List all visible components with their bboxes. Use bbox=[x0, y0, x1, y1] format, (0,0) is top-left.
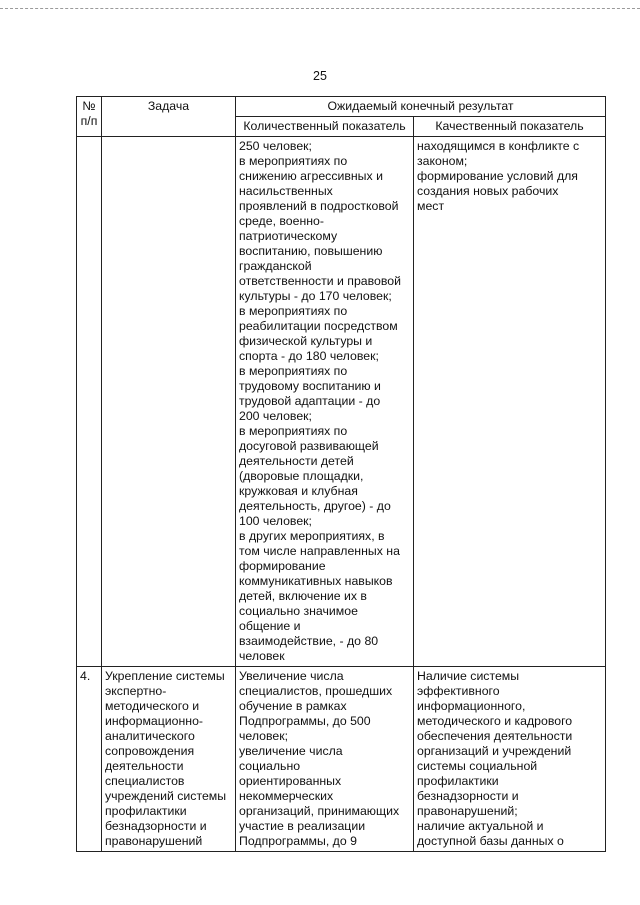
header-task: Задача bbox=[102, 97, 236, 137]
cell-task bbox=[102, 137, 236, 667]
table-row bbox=[77, 137, 606, 667]
cell-qualitative: Наличие системы эффективного информационного, методического и кадрового обеспечения деятельности организаций и учреждений системы социальной профилактики безнадзорности и правонарушений; наличие актуальной и доступной базы данных о bbox=[414, 667, 606, 852]
header-quantitative: Количественный показатель bbox=[236, 117, 414, 137]
table-header-row bbox=[77, 97, 606, 117]
page-number: 25 bbox=[313, 69, 327, 83]
header-num: № п/п bbox=[77, 97, 102, 137]
cell-num: 4. bbox=[77, 667, 102, 852]
results-table bbox=[76, 96, 606, 852]
cell-quantitative: Увеличение числа специалистов, прошедших обучение в рамках Подпрограммы, до 500 человек; увеличение числа социально ориентированных некоммерческих организаций, принимающих участие в реализации Подпрограммы, до 9 bbox=[236, 667, 414, 852]
cell-task: Укрепление системы экспертно- методического и информационно- аналитического сопровождения деятельности специалистов учреждений системы профилактики безнадзорности и правонарушений bbox=[102, 667, 236, 852]
table-row bbox=[77, 667, 606, 852]
header-qualitative: Качественный показатель bbox=[414, 117, 606, 137]
cell-num bbox=[77, 137, 102, 667]
cell-quantitative: 250 человек; в мероприятиях по снижению агрессивных и насильственных проявлений в подростковой среде, военно- патриотическому воспитанию, повышению гражданской ответственности и правовой культуры - до 170 человек; в мероприятиях по реабилитации посредством физической культуры и спорта - до 180 человек; в мероприятиях по трудовому воспитанию и трудовой адаптации - до 200 человек; в мероприятиях по досуговой развивающей деятельности детей (дворовые площадки, кружковая и клубная деятельность, другое) - до 100 человек; в других мероприятиях, в том числе направленных на формирование коммуникативных навыков детей, включение их в социально значимое общение и взаимодействие, - до 80 человек bbox=[236, 137, 414, 667]
scan-top-edge bbox=[0, 8, 640, 9]
header-expected-result: Ожидаемый конечный результат bbox=[236, 97, 606, 117]
cell-qualitative: находящимся в конфликте с законом; формирование условий для создания новых рабочих мест bbox=[414, 137, 606, 667]
